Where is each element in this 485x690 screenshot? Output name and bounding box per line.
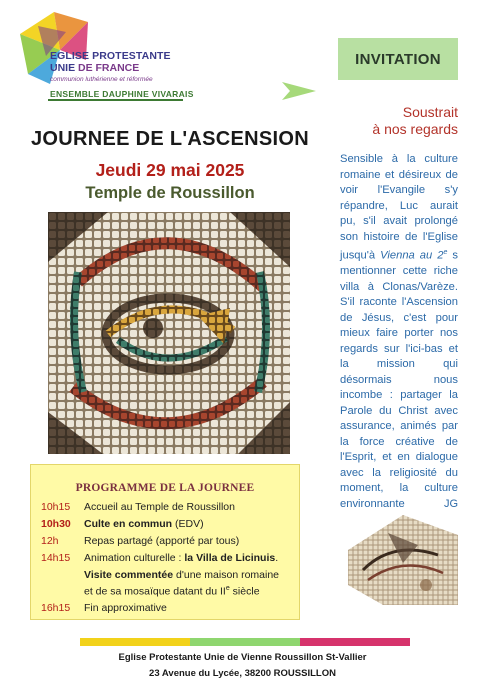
programme-desc-text: et de sa mosaïque datant du II [84, 585, 226, 598]
programme-time: 10h15 [41, 501, 71, 513]
logo-text-unie: UNIE [50, 62, 79, 74]
programme-desc-text: Fin approximative [84, 602, 167, 614]
sidebar-text-sup: e [443, 249, 448, 256]
programme-desc-end: . [275, 552, 279, 564]
programme-desc-bold: la Villa de Licinuis [184, 552, 276, 564]
programme-desc-sup: e [225, 585, 230, 592]
programme-desc-bold: Culte en commun [84, 518, 173, 530]
mosaic-image [48, 212, 290, 454]
sidebar-text-part1: Sensible à la culture romaine et désireux de voir l'Evangile s'y répandre, Luc aurait pu, s'il avait prolongé son histoire de l'Eglise jusqu'à [340, 153, 458, 262]
programme-time: 14h15 [41, 552, 71, 564]
mosaic-detail-image [348, 515, 458, 605]
sidebar-text-italic: Vienna au 2 [380, 249, 444, 262]
event-date: Jeudi 29 mai 2025 [95, 160, 245, 180]
sidebar-text [340, 152, 458, 512]
event-place: Temple de Roussillon [85, 184, 255, 202]
event-title: JOURNEE DE L'ASCENSION [30, 128, 310, 150]
logo-underline [48, 99, 183, 101]
programme-desc-text: d'une maison romaine [173, 569, 280, 581]
programme-desc [84, 535, 239, 547]
programme-desc-end: siècle [229, 585, 260, 598]
programme-time: 10h30 [41, 518, 71, 530]
programme-time: 16h15 [41, 602, 71, 614]
programme-desc [84, 518, 204, 530]
programme-desc [84, 501, 235, 513]
programme-desc-text: Accueil au Temple de Roussillon [84, 501, 235, 513]
programme-desc [84, 602, 167, 614]
sidebar-text-part2: s mentionner cette riche villa à Clonas/Varèze. S'il raconte l'Ascension de Jésus, c'est pour mieux faire porter nos regards sur l'ici-bas et la mission qui désormais nous incombe : partager la Parole du Christ avec assurance, animés par la force créative de l'Esprit, et en dialogue avec la religiosité du moment, la culture environnante [340, 249, 459, 510]
logo-text-line1: EGLISE PROTESTANTE [50, 50, 171, 62]
programme-desc [84, 585, 260, 598]
invitation-badge [338, 38, 458, 80]
footer-color-bar [80, 638, 410, 646]
sidebar-signature: JG [443, 498, 458, 510]
programme-title: PROGRAMME DE LA JOURNEE [75, 482, 255, 494]
programme-desc-text: Animation culturelle : [84, 552, 185, 564]
programme-desc [84, 552, 278, 564]
footer-address: 23 Avenue du Lycée, 38200 ROUSSILLON [149, 668, 336, 679]
invitation-label: INVITATION [355, 50, 441, 68]
programme-desc-text: Repas partagé (apporté par tous) [84, 535, 240, 547]
programme-desc [84, 569, 279, 581]
arrow-decoration-icon [282, 80, 316, 102]
logo-text-de-france: DE FRANCE [78, 62, 140, 74]
logo-tagline: communion luthérienne et réformée [50, 76, 153, 83]
logo-region: ENSEMBLE DAUPHINE VIVARAIS [50, 89, 194, 99]
logo-text-line2 [50, 62, 139, 74]
sidebar-title-line1: Soustrait [402, 104, 458, 120]
footer-church-name: Eglise Protestante Unie de Vienne Roussillon St-Vallier [118, 652, 367, 663]
programme-desc-text: (EDV) [172, 518, 204, 530]
sidebar-title-line2: à nos regards [372, 121, 458, 137]
programme-time: 12h [41, 535, 59, 547]
programme-desc-bold: Visite commentée [84, 569, 174, 581]
